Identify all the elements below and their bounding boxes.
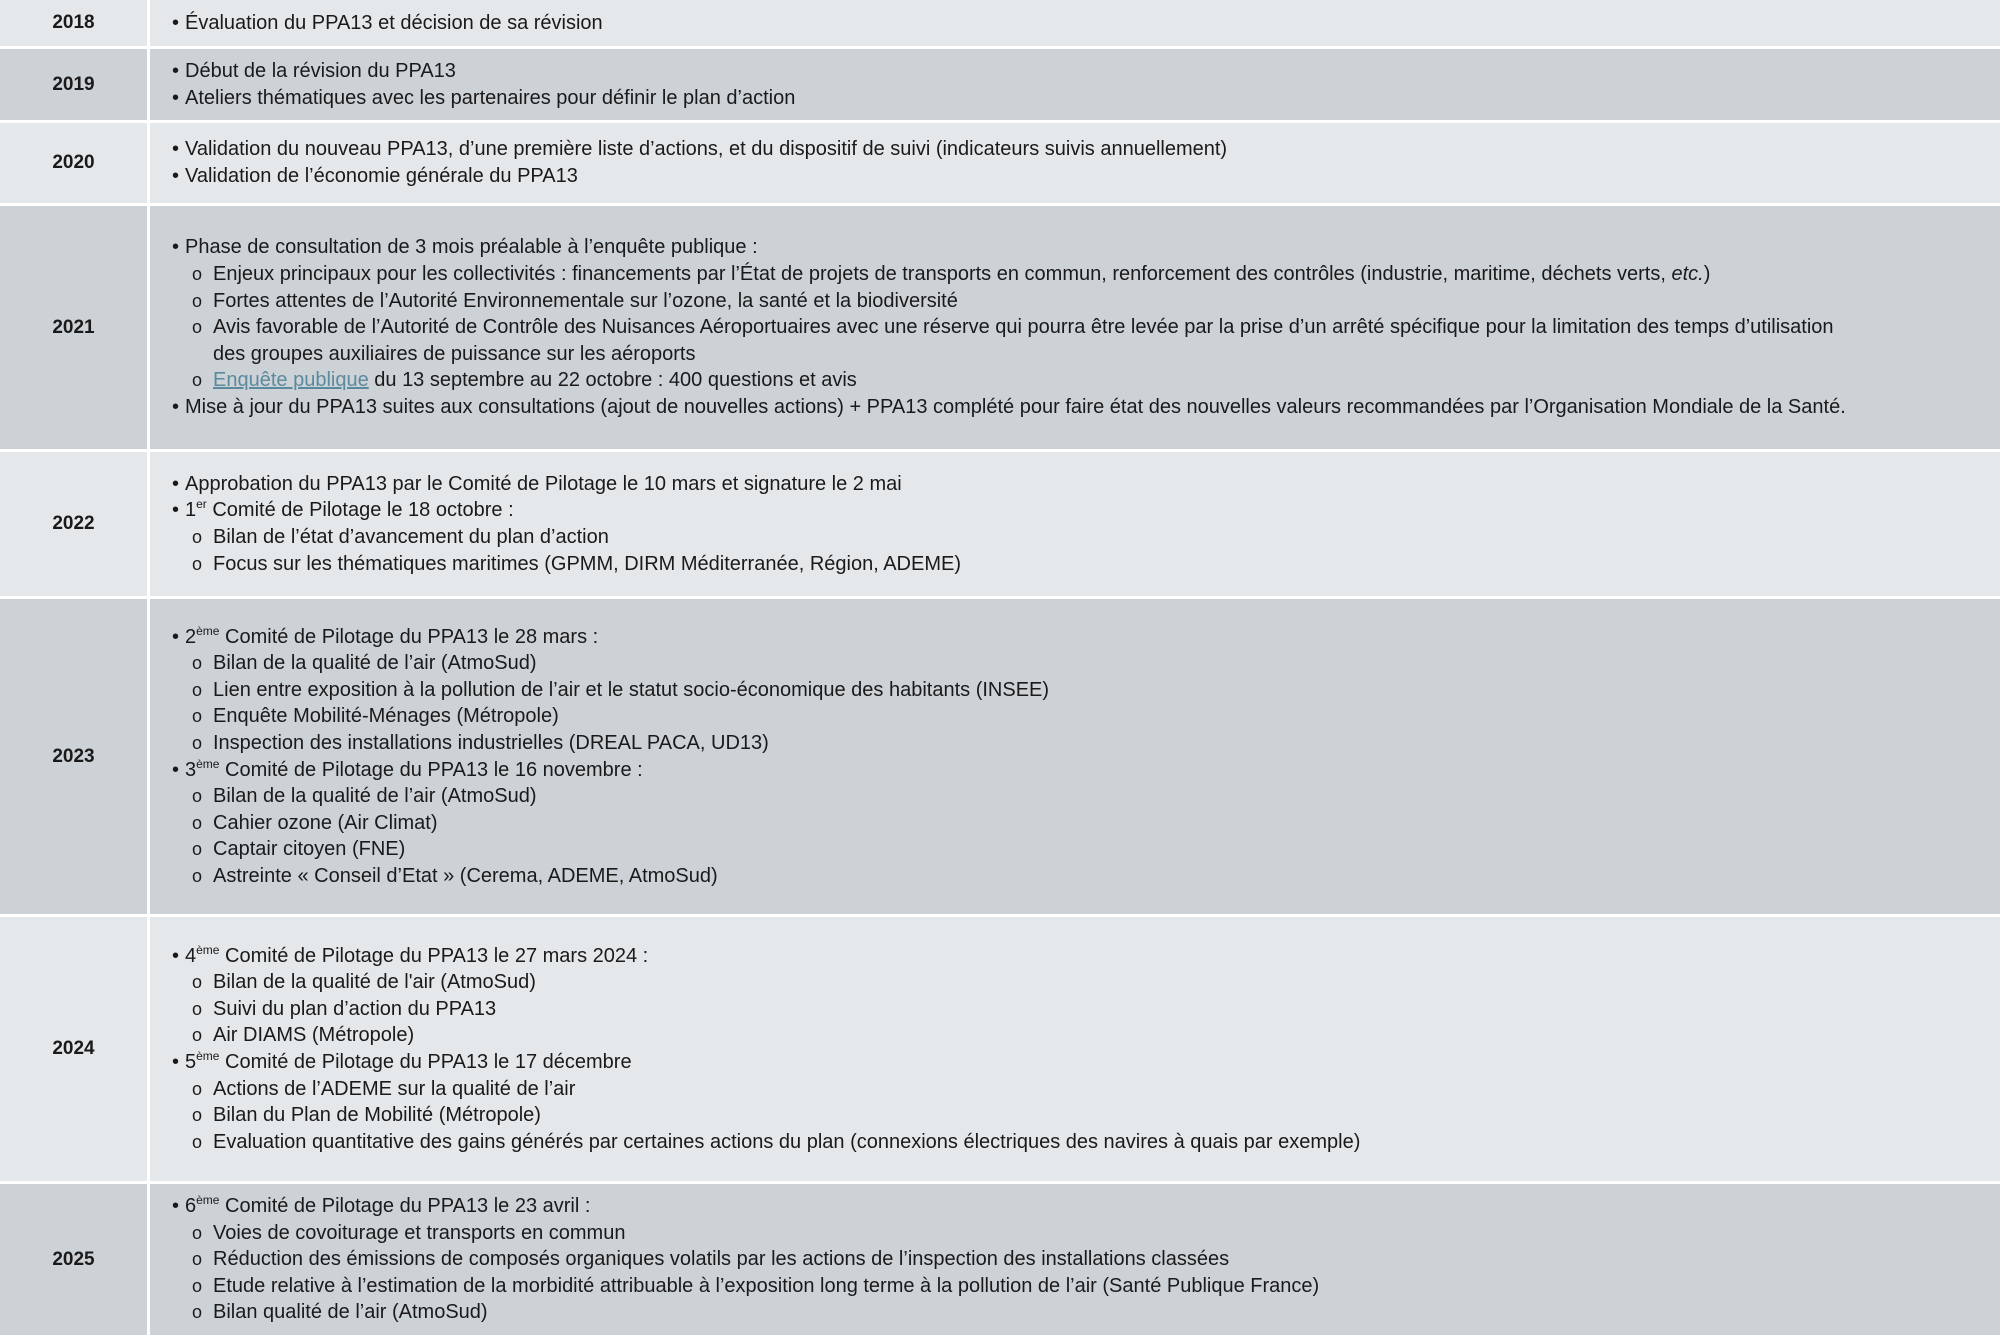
- sub-bullet-item: o Astreinte « Conseil d’Etat » (Cerema, ADEME, AtmoSud): [172, 863, 2000, 890]
- bullet-item: • Ateliers thématiques avec les partenaires pour définir le plan d’action: [172, 85, 2000, 112]
- sub-bullet-item: o Bilan de la qualité de l’air (AtmoSud): [172, 650, 2000, 677]
- circle-bullet-icon: o: [192, 317, 203, 338]
- bullet-icon: •: [172, 59, 180, 82]
- year-cell: 2022: [0, 452, 150, 596]
- sub-bullet-item: o Bilan qualité de l’air (AtmoSud): [172, 1299, 2000, 1326]
- bullet-item: • 3ème Comité de Pilotage du PPA13 le 16 novembre :: [172, 757, 2000, 784]
- circle-bullet-icon: o: [192, 1275, 203, 1296]
- sub-bullet-item: o Suivi du plan d’action du PPA13: [172, 996, 2000, 1023]
- year-cell: 2019: [0, 49, 150, 120]
- sub-bullet-item: o Enjeux principaux pour les collectivités : financements par l’État de projets de transports en commun, renforcement des contrôles (industrie, maritime, déchets verts, etc.): [172, 261, 2000, 288]
- bullet-item: • Mise à jour du PPA13 suites aux consultations (ajout de nouvelles actions) + PPA13 complété pour faire état des nouvelles valeurs recommandées par l’Organisation Mondiale de la Santé.: [172, 394, 2000, 421]
- row-2024: [0, 917, 2000, 1181]
- bullet-icon: •: [172, 165, 180, 187]
- content-cell: [150, 49, 2000, 120]
- bullet-icon: •: [172, 138, 180, 161]
- row-2021: [0, 206, 2000, 449]
- circle-bullet-icon: o: [192, 1105, 203, 1126]
- sub-bullet-item: o Captair citoyen (FNE): [172, 836, 2000, 863]
- circle-bullet-icon: o: [192, 998, 203, 1019]
- content-cell: [150, 123, 2000, 203]
- circle-bullet-icon: o: [192, 1222, 203, 1243]
- circle-bullet-icon: o: [192, 972, 203, 993]
- sub-bullet-item: o Inspection des installations industrielles (DREAL PACA, UD13): [172, 730, 2000, 757]
- bullet-icon: •: [172, 11, 180, 34]
- circle-bullet-icon: o: [192, 865, 203, 886]
- circle-bullet-icon: o: [192, 1078, 203, 1099]
- sub-bullet-item: o Fortes attentes de l’Autorité Environnementale sur l’ozone, la santé et la biodiversité: [172, 288, 2000, 315]
- year-cell: 2018: [0, 0, 150, 46]
- circle-bullet-icon: o: [192, 264, 203, 285]
- sub-bullet-item: o Bilan de la qualité de l’air (AtmoSud): [172, 783, 2000, 810]
- row-2023: [0, 599, 2000, 914]
- circle-bullet-icon: o: [192, 812, 203, 833]
- content-cell: [150, 1184, 2000, 1335]
- circle-bullet-icon: o: [192, 370, 203, 391]
- bullet-item: • Validation du nouveau PPA13, d’une première liste d’actions, et du dispositif de suivi (indicateurs suivis annuellement): [172, 136, 2000, 163]
- sub-bullet-item: o Evaluation quantitative des gains générés par certaines actions du plan (connexions électriques des navires à quais par exemple): [172, 1129, 2000, 1156]
- row-2019: [0, 49, 2000, 120]
- circle-bullet-icon: o: [192, 706, 203, 727]
- sub-bullet-item: o Etude relative à l’estimation de la morbidité attribuable à l’exposition long terme à la pollution de l’air (Santé Publique France): [172, 1273, 2000, 1300]
- bullet-icon: •: [172, 86, 180, 109]
- year-cell: 2023: [0, 599, 150, 914]
- content-cell: [150, 917, 2000, 1181]
- content-cell: [150, 206, 2000, 449]
- row-2025: [0, 1184, 2000, 1335]
- bullet-icon: •: [172, 236, 180, 259]
- circle-bullet-icon: o: [192, 1302, 203, 1323]
- bullet-icon: •: [172, 944, 180, 967]
- sub-bullet-item: o Actions de l’ADEME sur la qualité de l’air: [172, 1076, 2000, 1103]
- sub-bullet-item: o Cahier ozone (Air Climat): [172, 810, 2000, 837]
- sub-bullet-item: o Lien entre exposition à la pollution de l’air et le statut socio-économique des habitants (INSEE): [172, 677, 2000, 704]
- enquete-publique-link[interactable]: Enquête publique: [213, 369, 369, 392]
- bullet-item: • Début de la révision du PPA13: [172, 58, 2000, 85]
- bullet-item: • 6ème Comité de Pilotage du PPA13 le 23 avril :: [172, 1193, 2000, 1220]
- bullet-icon: •: [172, 758, 180, 781]
- circle-bullet-icon: o: [192, 1249, 203, 1270]
- circle-bullet-icon: o: [192, 679, 203, 700]
- bullet-item: • Évaluation du PPA13 et décision de sa révision: [172, 10, 2000, 37]
- year-cell: 2021: [0, 206, 150, 449]
- year-cell: 2025: [0, 1184, 150, 1335]
- bullet-item: • 5ème Comité de Pilotage du PPA13 le 17 décembre: [172, 1049, 2000, 1076]
- bullet-icon: •: [172, 625, 180, 648]
- row-2020: [0, 123, 2000, 203]
- year-cell: 2020: [0, 123, 150, 203]
- bullet-icon: •: [172, 1195, 180, 1218]
- sub-bullet-item: o Bilan de l’état d’avancement du plan d’action: [172, 524, 2000, 551]
- circle-bullet-icon: o: [192, 553, 203, 574]
- sub-bullet-item: o Focus sur les thématiques maritimes (GPMM, DIRM Méditerranée, Région, ADEME): [172, 551, 2000, 578]
- circle-bullet-icon: o: [192, 786, 203, 807]
- circle-bullet-icon: o: [192, 290, 203, 311]
- content-cell: [150, 0, 2000, 46]
- sub-bullet-item: o Enquête publique du 13 septembre au 22 octobre : 400 questions et avis: [172, 367, 2000, 394]
- circle-bullet-icon: o: [192, 732, 203, 753]
- bullet-icon: •: [172, 395, 180, 418]
- bullet-item: • Validation de l’économie générale du PPA13: [172, 163, 2000, 190]
- circle-bullet-icon: o: [192, 653, 203, 674]
- sub-bullet-item: o Enquête Mobilité-Ménages (Métropole): [172, 703, 2000, 730]
- circle-bullet-icon: o: [192, 1131, 203, 1152]
- row-2018: [0, 0, 2000, 46]
- sub-bullet-item: o Réduction des émissions de composés organiques volatils par les actions de l’inspection des installations classées: [172, 1246, 2000, 1273]
- bullet-item: • 2ème Comité de Pilotage du PPA13 le 28 mars :: [172, 624, 2000, 651]
- content-cell: [150, 452, 2000, 596]
- circle-bullet-icon: o: [192, 839, 203, 860]
- bullet-icon: •: [172, 499, 180, 522]
- sub-bullet-item: o Avis favorable de l’Autorité de Contrôle des Nuisances Aéroportuaires avec une réserve qui pourra être levée par la prise d’un arrêté spécifique pour la limitation des temps d’utilisation: [172, 314, 2000, 341]
- year-cell: 2024: [0, 917, 150, 1181]
- sub-bullet-item: o Bilan du Plan de Mobilité (Métropole): [172, 1102, 2000, 1129]
- sub-bullet-item: o Air DIAMS (Métropole): [172, 1022, 2000, 1049]
- sub-bullet-continuation: des groupes auxiliaires de puissance sur les aéroports: [213, 342, 696, 365]
- content-cell: [150, 599, 2000, 914]
- row-2022: [0, 452, 2000, 596]
- sub-bullet-item: o Bilan de la qualité de l'air (AtmoSud): [172, 969, 2000, 996]
- bullet-item: • Phase de consultation de 3 mois préalable à l’enquête publique :: [172, 234, 2000, 261]
- sub-bullet-item: o Voies de covoiturage et transports en commun: [172, 1220, 2000, 1247]
- bullet-item: • Approbation du PPA13 par le Comité de Pilotage le 10 mars et signature le 2 mai: [172, 471, 2000, 498]
- bullet-icon: •: [172, 472, 180, 495]
- circle-bullet-icon: o: [192, 1025, 203, 1046]
- circle-bullet-icon: o: [192, 527, 203, 547]
- bullet-item: • 1er Comité de Pilotage le 18 octobre :: [172, 497, 2000, 524]
- bullet-item: • 4ème Comité de Pilotage du PPA13 le 27 mars 2024 :: [172, 943, 2000, 970]
- bullet-icon: •: [172, 1051, 180, 1073]
